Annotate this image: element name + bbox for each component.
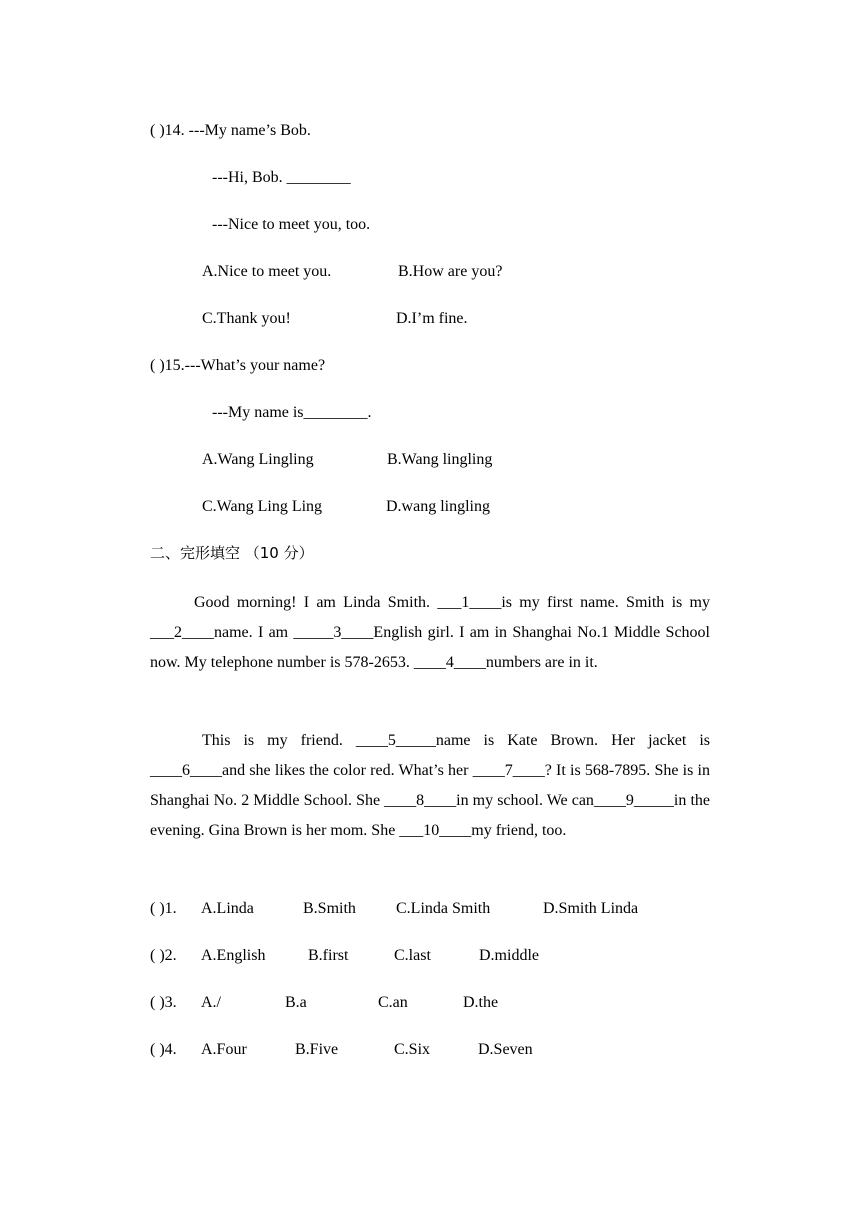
q14-number: ( )14. ---My name’s Bob. bbox=[150, 122, 311, 139]
cloze-q4-option-a: A.Four bbox=[201, 1041, 247, 1058]
cloze-q4-option-d: D.Seven bbox=[478, 1041, 533, 1058]
cloze-q2-number: ( )2. bbox=[150, 947, 177, 964]
cloze-q3-option-b: B.a bbox=[285, 994, 307, 1011]
q15-number: ( )15.---What’s your name? bbox=[150, 357, 326, 374]
cloze-q3-number: ( )3. bbox=[150, 994, 177, 1011]
q15-stem: ---What’s your name? bbox=[184, 357, 326, 374]
cloze-q1-option-a: A.Linda bbox=[201, 900, 254, 917]
cloze-q1-option-b: B.Smith bbox=[303, 900, 356, 917]
section-heading: 二、完形填空 （10 分） bbox=[150, 544, 314, 562]
cloze-q4-option-b: B.Five bbox=[295, 1041, 339, 1058]
q14-line2: ---Hi, Bob. ________ bbox=[212, 169, 351, 186]
cloze-q1-option-d: D.Smith Linda bbox=[543, 900, 639, 917]
q15-line2: ---My name is________. bbox=[212, 404, 372, 421]
cloze-q1-option-c: C.Linda Smith bbox=[396, 900, 491, 917]
cloze-q1-number: ( )1. bbox=[150, 900, 177, 917]
q15-option-d: D.wang lingling bbox=[386, 498, 490, 515]
cloze-q2-option-a: A.English bbox=[201, 947, 266, 964]
q14-option-b: B.How are you? bbox=[398, 263, 503, 280]
q14-option-a: A.Nice to meet you. bbox=[202, 263, 332, 280]
q15-option-b: B.Wang lingling bbox=[387, 451, 493, 468]
cloze-q2-option-d: D.middle bbox=[479, 947, 539, 964]
cloze-q4-option-c: C.Six bbox=[394, 1041, 431, 1058]
passage-paragraph-2: This is my friend. ____5_____name is Kate Brown. Her jacket is ____6____and she likes the color red. What’s her ____7____? It is 568-7895. She is in Shanghai No. 2 Middle School. She ____8____in my school. We can____9_____in the evening. Gina Brown is her mom. She ___10____my friend, too. bbox=[150, 732, 710, 839]
q14-option-c: C.Thank you! bbox=[202, 310, 291, 327]
cloze-q3-option-a: A./ bbox=[201, 994, 221, 1011]
q14-stem: ---My name’s Bob. bbox=[188, 122, 311, 139]
cloze-q2-option-b: B.first bbox=[308, 947, 349, 964]
q15-option-c: C.Wang Ling Ling bbox=[202, 498, 323, 515]
cloze-q3-option-c: C.an bbox=[378, 994, 408, 1011]
cloze-q4-number: ( )4. bbox=[150, 1041, 177, 1058]
q14-option-d: D.I’m fine. bbox=[396, 310, 468, 327]
cloze-q2-option-c: C.last bbox=[394, 947, 431, 964]
q14-line3: ---Nice to meet you, too. bbox=[212, 216, 371, 233]
cloze-q3-option-d: D.the bbox=[463, 994, 499, 1011]
passage-paragraph-1: Good morning! I am Linda Smith. ___1____is my first name. Smith is my ___2____name. I am _____3____English girl. I am in Shanghai No.1 Middle School now. My telephone number is 578-2653. ____4____numbers are in it. bbox=[150, 594, 710, 671]
q15-option-a: A.Wang Lingling bbox=[202, 451, 314, 468]
